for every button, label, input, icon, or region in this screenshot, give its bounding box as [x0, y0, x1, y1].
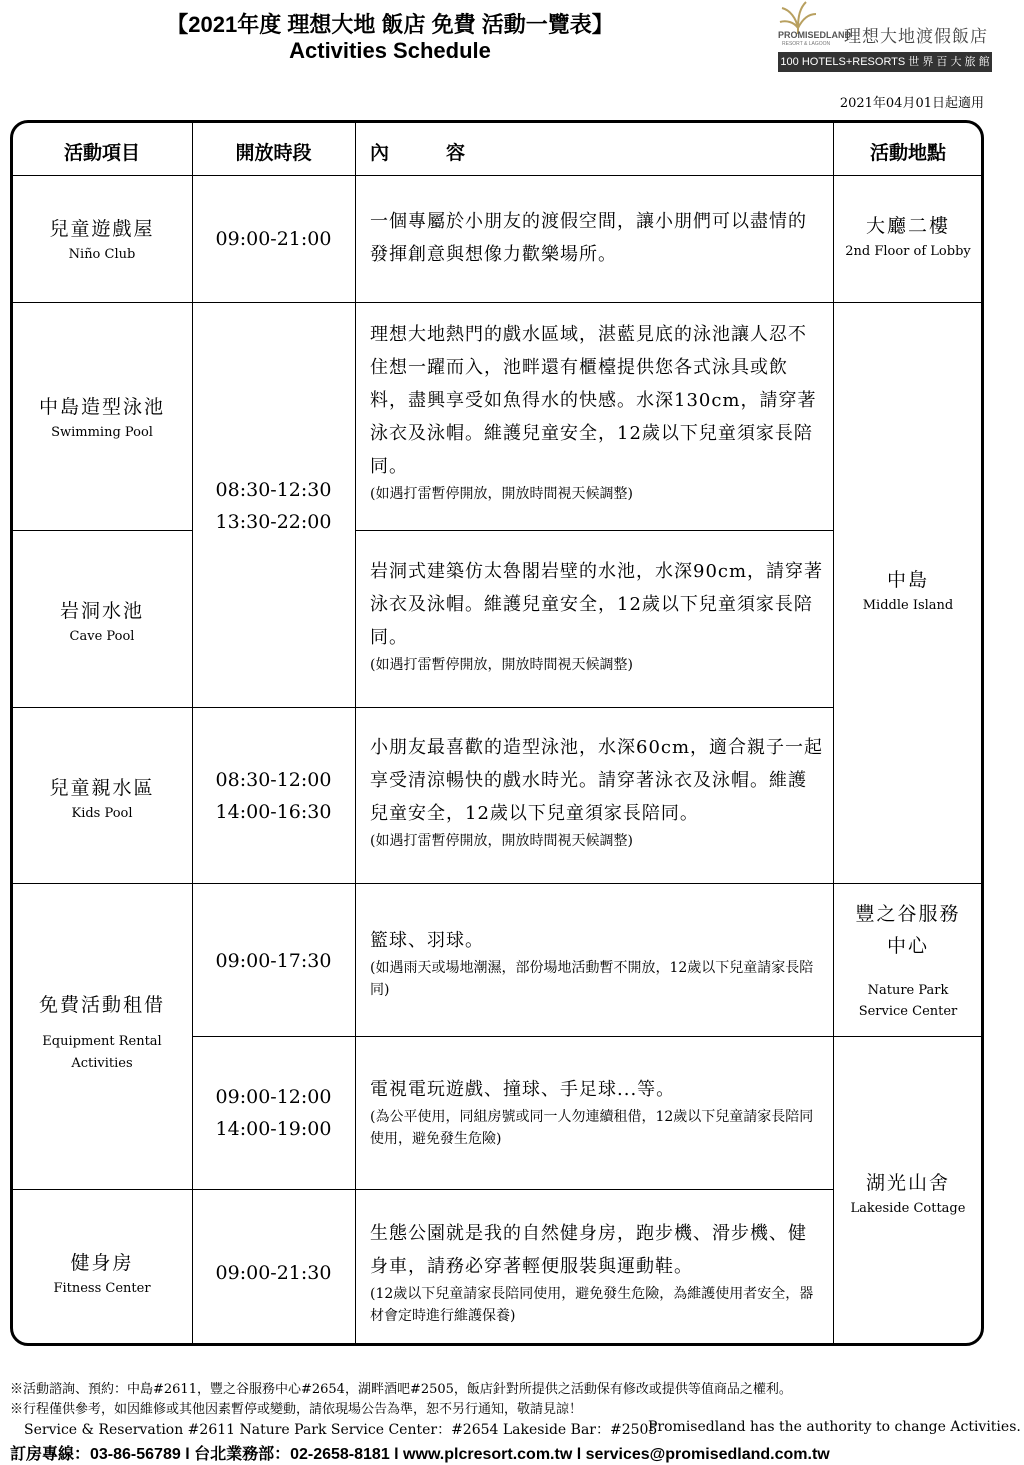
location-lobby [833, 211, 983, 259]
hotel-logo [778, 0, 992, 72]
location-en: Nature Park Service Center [858, 983, 958, 1019]
content-note: (12歲以下兒童請家長陪同使用，避免發生危險，為維護使用者安全，器材會定時進行維護保養) [370, 1286, 814, 1324]
activity-content [370, 1217, 825, 1327]
row-divider [12, 1189, 833, 1190]
row-divider [12, 883, 982, 884]
content-text: 一個專屬於小朋友的渡假空間，讓小朋們可以盡情的發揮創意與想像力歡樂場所。 [370, 211, 807, 265]
activity-name-zh: 岩洞水池 [59, 600, 144, 622]
column-header-content: 內 容 [370, 142, 466, 164]
content-text: 生態公園就是我的自然健身房，跑步機、滑步機、健身車，請務必穿著輕便服裝與運動鞋。 [370, 1223, 807, 1277]
location-zh: 中島 [886, 569, 929, 591]
activity-content [370, 731, 825, 852]
content-note: (如遇打雷暫停開放，開放時間視天候調整) [370, 657, 633, 673]
content-text: 電視電玩遊戲、撞球、手足球...等。 [370, 1079, 676, 1100]
time-slot: 14:00-19:00 [215, 1118, 332, 1140]
activity-name-zh: 健身房 [70, 1252, 134, 1274]
activity-kids-pool [12, 773, 192, 821]
content-note: (如遇雨天或場地潮濕，部份場地活動暫不開放，12歲以下兒童請家長陪同) [370, 960, 814, 998]
document-title: 【2021年度 理想大地 飯店 免費 活動一覽表】 [166, 12, 614, 37]
time-slot: 08:30-12:30 [215, 479, 332, 501]
column-divider [192, 122, 193, 1344]
row-divider [12, 302, 982, 303]
time-slot: 09:00-17:30 [215, 950, 332, 972]
location-zh: 大廳二樓 [865, 215, 950, 237]
activity-fitness-center [12, 1248, 192, 1296]
row-divider [355, 530, 833, 531]
content-text: 理想大地熱門的戲水區域，湛藍見底的泳池讓人忍不住想一躍而入，池畔還有櫃檯提供您各式泳具或飲料，盡興享受如魚得水的快感。水深130cm，請穿著泳衣及泳帽。維護兒童安全，12歲以下兒童須家長陪同。 [370, 324, 817, 477]
location-en: Middle Island [862, 598, 954, 613]
logo-brand-sub: RESORT & LAGOON [782, 41, 831, 47]
activity-name-en: Swimming Pool [51, 425, 153, 440]
activity-nino-club [12, 214, 192, 262]
time-slot: 13:30-22:00 [215, 511, 332, 533]
content-note: (如遇打雷暫停開放，開放時間視天候調整) [370, 486, 633, 502]
location-en: Lakeside Cottage [850, 1201, 966, 1216]
logo-brand: PROMISEDLAND [778, 30, 852, 40]
activity-content [370, 924, 825, 1001]
logo-name-zh: 理想大地渡假飯店 [844, 27, 988, 47]
activity-equipment-rental [12, 990, 192, 1075]
time-slots [192, 764, 355, 828]
footer-note-disclaimer: ※行程僅供參考，如因維修或其他因素暫停或變動，請依現場公告為準，恕不另行通知，敬請見諒！ [10, 1402, 583, 1417]
footer-service-numbers: Service & Reservation #2611 Nature Park Service Center：#2654 Lakeside Bar：#2505 [24, 1422, 658, 1438]
location-zh: 湖光山舍 [865, 1172, 950, 1194]
activity-name-zh: 免費活動租借 [38, 994, 165, 1016]
time-slot: 09:00-12:00 [215, 1086, 332, 1108]
header-divider [12, 175, 982, 176]
activity-content [370, 555, 825, 676]
column-header-activity: 活動項目 [63, 142, 140, 164]
footer-authority-note: Promisedland has the authority to change Activities. [648, 1419, 1021, 1435]
activity-name-en: Niño Club [68, 247, 136, 262]
footer-note-reservation: ※活動諮詢、預約：中島#2611，豐之谷服務中心#2654，湖畔酒吧#2505，飯店針對所提供之活動保有修改或提供等值商品之權利。 [10, 1382, 792, 1397]
time-slot: 14:00-16:30 [215, 801, 332, 823]
row-divider [12, 530, 192, 531]
effective-date: 2021年04月01日起適用 [839, 96, 984, 111]
activity-cave-pool [12, 596, 192, 644]
activity-name-en: Cave Pool [69, 629, 135, 644]
column-header-location: 活動地點 [869, 142, 946, 164]
location-middle-island [833, 565, 983, 613]
activity-name-zh: 中島造型泳池 [38, 396, 165, 418]
time-slot: 08:30-12:00 [215, 769, 332, 791]
activity-content [370, 1073, 825, 1150]
content-text: 岩洞式建築仿太魯閣岩壁的水池，水深90cm，請穿著泳衣及泳帽。維護兒童安全，12歲以下兒童須家長陪同。 [370, 561, 824, 648]
document-subtitle: Activities Schedule [289, 38, 491, 63]
location-nature-park [853, 898, 963, 1022]
activity-name-zh: 兒童遊戲屋 [49, 218, 155, 240]
row-divider [12, 707, 833, 708]
logo-band: 100 HOTELS+RESORTS 世 界 百 大 旅 館 [778, 52, 992, 72]
content-note: (如遇打雷暫停開放，開放時間視天候調整) [370, 833, 633, 849]
column-divider [833, 122, 834, 1344]
location-lakeside-cottage [833, 1168, 983, 1216]
time-slot: 09:00-21:30 [215, 1262, 332, 1284]
activity-name-en: Fitness Center [53, 1281, 151, 1296]
time-slot: 09:00-21:00 [215, 228, 332, 250]
content-note: (為公平使用，同組房號或同一人勿連續租借，12歲以下兒童請家長陪同使用，避免發生危險) [370, 1109, 814, 1147]
content-text: 籃球、羽球。 [370, 930, 484, 951]
column-header-time: 開放時段 [235, 142, 312, 164]
activity-swimming-pool [12, 392, 192, 440]
location-en: 2nd Floor of Lobby [845, 244, 971, 259]
activity-name-en: Equipment Rental Activities [42, 1034, 162, 1071]
activity-content [370, 205, 825, 271]
column-divider [355, 122, 356, 1344]
activity-name-zh: 兒童親水區 [49, 777, 155, 799]
activity-name-en: Kids Pool [71, 806, 133, 821]
activity-content [370, 318, 825, 505]
content-text: 小朋友最喜歡的造型泳池，水深60cm，適合親子一起享受清涼暢快的戲水時光。請穿著泳衣及泳帽。維護兒童安全，12歲以下兒童須家長陪同。 [370, 737, 824, 824]
contact-bar: 訂房專線：03-86-56789 l 台北業務部：02-2658-8181 l www.plcresort.com.tw l services@promisedland.com.tw [10, 1446, 830, 1463]
row-divider [192, 1036, 982, 1037]
location-zh: 豐之谷服務中心 [855, 903, 961, 957]
time-slots [192, 474, 355, 538]
time-slots [192, 1081, 355, 1145]
